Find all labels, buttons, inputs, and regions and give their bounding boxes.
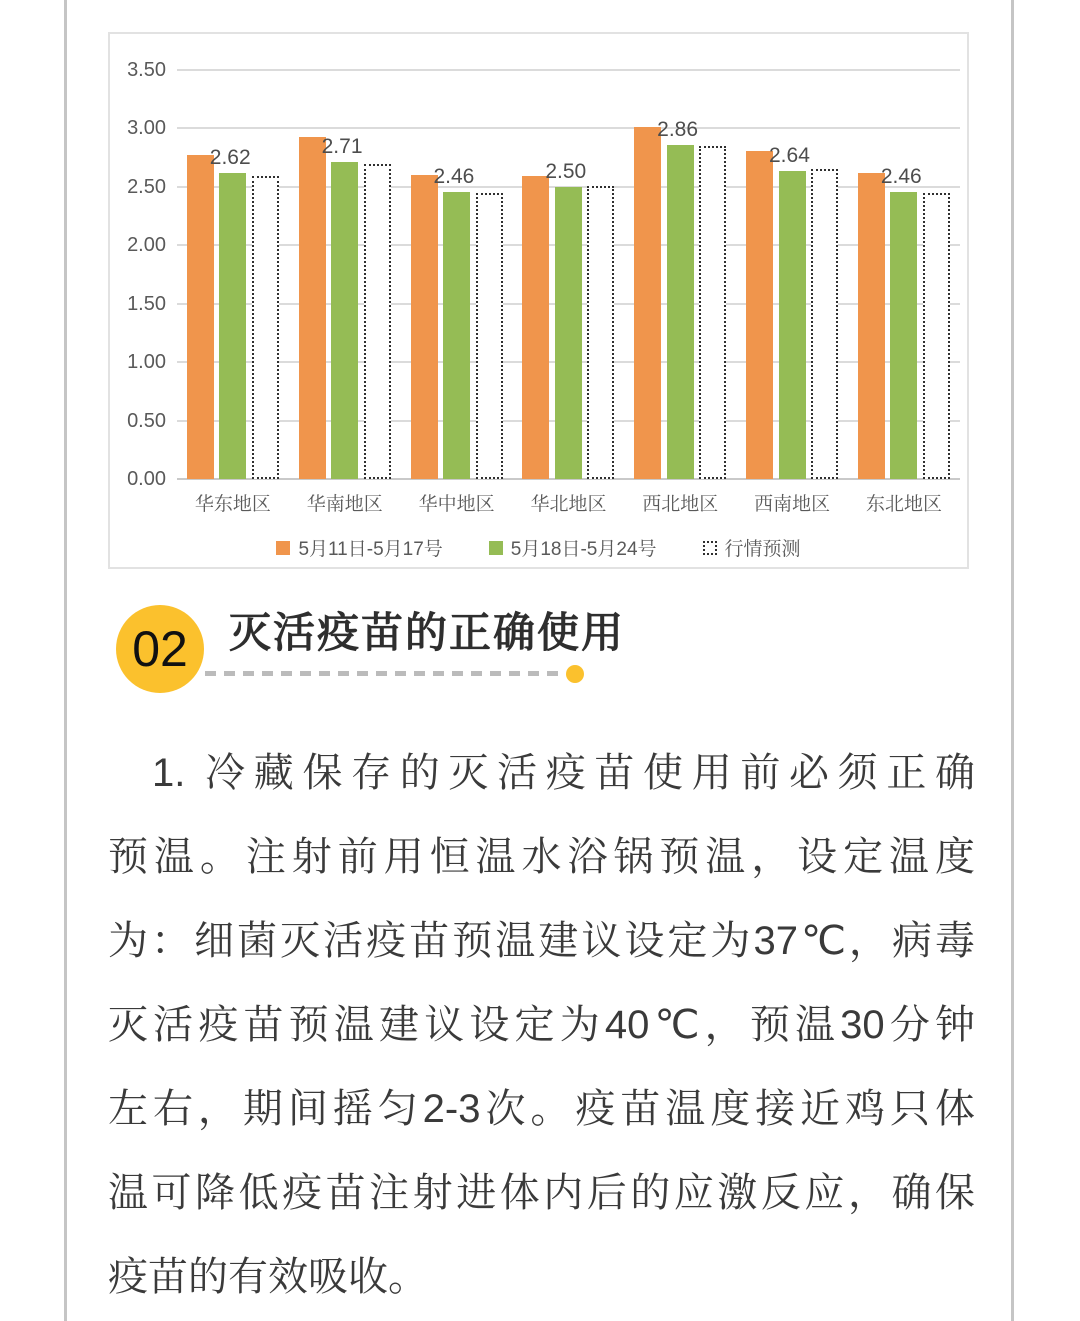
legend-item-week1 [276, 534, 442, 561]
bar [219, 173, 246, 479]
bar-group [858, 70, 950, 519]
bars [522, 70, 614, 479]
bar-label: 2.64 [769, 143, 810, 167]
bar-label: 2.50 [545, 159, 587, 183]
bar-wrapper [858, 173, 885, 479]
bar-wrapper [699, 146, 726, 479]
bar-group [746, 70, 838, 519]
bar-group [634, 70, 726, 519]
bar-wrapper [187, 155, 214, 479]
x-axis-category-label: 华东地区 [194, 494, 271, 515]
bar-wrapper [299, 137, 326, 479]
y-axis-tick-label: 0.00 [127, 468, 166, 490]
y-axis-tick-label: 2.50 [127, 175, 166, 198]
x-axis-category-label: 华北地区 [530, 494, 607, 515]
bars [634, 70, 726, 479]
bar-wrapper [811, 169, 838, 479]
bar [411, 175, 438, 479]
x-axis-category-label: 西南地区 [754, 494, 831, 515]
paragraph-line: 温可降低疫苗注射进体内后的应激反应，确保 [108, 1171, 975, 1215]
bar-wrapper [769, 143, 810, 480]
bar [746, 151, 773, 479]
bar-wrapper [321, 135, 363, 479]
bar-wrapper [634, 127, 661, 479]
paragraph-line: 疫苗的有效吸收。 [108, 1255, 428, 1299]
bar-label: 2.71 [321, 135, 363, 159]
legend-label: 行情预测 [724, 539, 801, 560]
bar [187, 155, 214, 479]
bar-groups [177, 70, 960, 519]
x-axis-category-label: 华南地区 [306, 494, 383, 515]
bar-wrapper [252, 176, 279, 479]
bar-wrapper [746, 151, 773, 479]
legend-swatch-week1 [276, 541, 290, 555]
bar-group [411, 70, 503, 519]
y-axis-tick-label: 3.00 [127, 117, 166, 140]
y-axis-tick-label: 1.00 [127, 351, 166, 374]
y-axis-tick-label: 2.00 [127, 234, 166, 257]
bar [890, 192, 917, 479]
bar [331, 162, 358, 479]
bars [299, 70, 391, 479]
bar-wrapper [923, 193, 950, 479]
bar [923, 193, 950, 479]
bar [252, 176, 279, 479]
chart-legend [110, 534, 967, 561]
bar-wrapper [880, 164, 922, 479]
bar [364, 164, 391, 480]
legend-swatch-week2 [489, 541, 503, 555]
legend-label: 5月11日-5月17号 [298, 539, 443, 560]
regional-price-bar-chart [108, 32, 969, 569]
bar-wrapper [209, 145, 251, 479]
y-axis-tick-label: 3.50 [127, 59, 166, 81]
y-axis-tick-label: 0.50 [127, 409, 166, 432]
x-axis-category-label: 华中地区 [418, 494, 495, 515]
bar-label: 2.46 [433, 164, 475, 188]
legend-item-week2 [489, 534, 657, 561]
bar-group [187, 70, 279, 519]
bar-wrapper [522, 176, 549, 479]
x-axis-category-label: 东北地区 [865, 494, 942, 515]
bar [699, 146, 726, 479]
bar [858, 173, 885, 479]
bars [411, 70, 503, 479]
bar-wrapper [587, 186, 614, 479]
paragraph-line: 为：细菌灭活疫苗预温建议设定为37℃，病毒 [108, 919, 975, 963]
y-axis-tick-label: 1.50 [127, 292, 166, 315]
right-page-rule [1011, 0, 1014, 1321]
bars [187, 70, 279, 479]
bar [811, 169, 838, 479]
bar-wrapper [411, 175, 438, 479]
section-title: 灭活疫苗的正确使用 [229, 609, 626, 656]
bar-wrapper [433, 164, 475, 479]
section-number-badge: 02 [116, 605, 204, 693]
bar [634, 127, 661, 479]
bar-group [299, 70, 391, 519]
bar-wrapper [657, 117, 699, 479]
bar-group [522, 70, 614, 519]
bar-wrapper [476, 193, 503, 479]
bar [779, 171, 806, 480]
y-axis [110, 59, 166, 490]
bar [443, 192, 470, 479]
legend-item-forecast [703, 534, 801, 561]
legend-swatch-forecast [703, 541, 717, 555]
paragraph-line: 1. 冷藏保存的灭活疫苗使用前必须正确 [152, 751, 975, 795]
paragraph-line: 预温。注射前用恒温水浴锅预温，设定温度 [108, 835, 975, 879]
bar-label: 2.86 [657, 117, 699, 141]
left-page-rule [64, 0, 67, 1321]
accent-dot [566, 665, 584, 683]
bar [299, 137, 326, 479]
bar [522, 176, 549, 479]
bar-label: 2.46 [880, 164, 922, 188]
bars [746, 70, 838, 479]
article-body [108, 731, 975, 1319]
bar [587, 186, 614, 479]
legend-label: 5月18日-5月24号 [510, 539, 657, 560]
bar-label: 2.62 [209, 145, 251, 169]
bars [858, 70, 950, 479]
bar-wrapper [545, 159, 587, 479]
bar [476, 193, 503, 479]
bar [555, 187, 582, 479]
bar-wrapper [364, 164, 391, 480]
paragraph-line: 左右，期间摇匀2-3次。疫苗温度接近鸡只体 [108, 1087, 975, 1131]
dashed-divider [205, 671, 565, 676]
paragraph-line: 灭活疫苗预温建议设定为40℃，预温30分钟 [108, 1003, 975, 1047]
x-axis-category-label: 西北地区 [642, 494, 719, 515]
bar [667, 145, 694, 479]
